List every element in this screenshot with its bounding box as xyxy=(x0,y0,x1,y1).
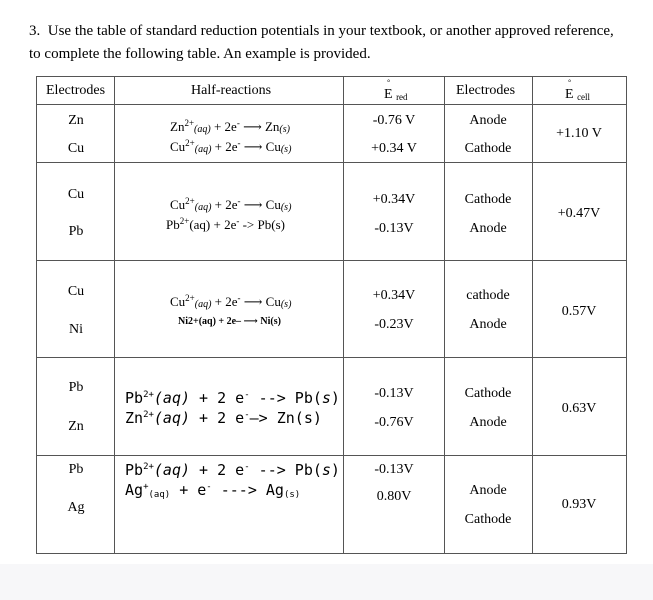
e-red-2: -0.13V xyxy=(374,221,414,236)
e-red-2: -0.76V xyxy=(374,415,414,430)
e-red-1: -0.76 V xyxy=(372,113,416,128)
question-line-1: 3. Use the table of standard reduction potentials in your textbook, or another approved reference, xyxy=(29,23,614,39)
header-electrodes: Electrodes xyxy=(46,83,106,98)
electrode-1: Zn xyxy=(68,113,84,128)
electrode-role-1: Cathode xyxy=(464,192,512,207)
electrode-1: Cu xyxy=(67,187,85,202)
electrode-role-2: Anode xyxy=(469,221,507,236)
question-prompt xyxy=(29,20,639,66)
electrode-2: Cu xyxy=(67,141,85,156)
half-reaction-1: $Zn^{2+}(aq) + 2e^-$ ⟶ Zn(s) xyxy=(170,118,290,135)
half-reaction-1: $Cu^{2+}(aq) + 2e^-$ ⟶ Cu(s) xyxy=(170,293,292,310)
e-red-2: -0.23V xyxy=(374,317,414,332)
header-e-red: ° E $_{red}$ xyxy=(384,78,408,102)
column-divider xyxy=(626,77,627,553)
row-divider xyxy=(37,104,627,105)
row-divider xyxy=(37,260,627,261)
electrode-role-1: cathode xyxy=(466,288,510,303)
half-reaction-1: $Cu^{2+}(aq) + 2e^-$ ⟶ Cu(s) xyxy=(170,196,292,213)
reduction-potential-table xyxy=(36,76,627,554)
header-electrodes-role: Electrodes xyxy=(456,83,516,98)
electrode-role-1: Anode xyxy=(469,483,507,498)
row-divider xyxy=(37,553,627,554)
electrode-1: Pb xyxy=(68,462,84,477)
e-cell-value: 0.57V xyxy=(561,304,597,319)
electrode-1: Cu xyxy=(67,284,85,299)
electrode-role-2: Cathode xyxy=(464,141,512,156)
electrode-1: Pb xyxy=(68,380,84,395)
question-line-2: to complete the following table. An example is provided. xyxy=(29,46,371,62)
electrode-role-2: Anode xyxy=(469,317,507,332)
e-cell-value: +0.47V xyxy=(557,206,601,221)
half-reaction-1: $Pb^{2+}(aq) + 2$ e- --> Pb(s) xyxy=(125,389,340,407)
header-half-reactions: Half-reactions xyxy=(191,83,272,98)
half-reaction-2: $Pb^{2+}(aq) + 2e^- -> Pb(s)$ xyxy=(166,216,285,232)
row-divider xyxy=(37,455,627,456)
row-divider xyxy=(37,357,627,358)
half-reaction-2: $Cu^{2+}(aq) + 2e^-$ ⟶ Cu(s) xyxy=(170,138,292,155)
column-divider xyxy=(114,77,115,553)
electrode-role-1: Anode xyxy=(469,113,507,128)
column-divider xyxy=(444,77,445,553)
row-divider xyxy=(37,162,627,163)
e-red-2: +0.34 V xyxy=(371,141,417,156)
e-red-1: -0.13V xyxy=(374,386,414,401)
electrode-2: Ag xyxy=(67,500,85,515)
electrode-role-2: Cathode xyxy=(464,512,512,527)
electrode-2: Pb xyxy=(68,224,84,239)
e-red-1: -0.13V xyxy=(374,462,414,477)
e-cell-value: 0.63V xyxy=(561,401,597,416)
half-reaction-2: $Zn^{2+}(aq) + 2$ e-—> Zn(s) xyxy=(125,409,322,427)
half-reaction-2: Ag+(aq) + e- ---> Ag(s) xyxy=(125,481,301,500)
e-cell-value: +1.10 V xyxy=(556,126,602,141)
e-red-1: +0.34V xyxy=(372,288,416,303)
column-divider xyxy=(343,77,344,553)
electrode-2: Zn xyxy=(68,419,84,434)
half-reaction-1: $Pb^{2+}(aq) + 2$ e- --> Pb(s) xyxy=(125,461,340,479)
e-red-1: +0.34V xyxy=(372,192,416,207)
half-reaction-2: Ni2+(aq) + 2e– ⟶ Ni(s) xyxy=(178,316,281,327)
electrode-role-1: Cathode xyxy=(464,386,512,401)
column-divider xyxy=(532,77,533,553)
electrode-2: Ni xyxy=(69,322,83,337)
e-cell-value: 0.93V xyxy=(561,497,597,512)
e-red-2: 0.80V xyxy=(376,489,412,504)
electrode-role-2: Anode xyxy=(469,415,507,430)
header-e-cell: ° E $_{cell}$ xyxy=(565,78,591,102)
page-bottom-band xyxy=(0,564,653,600)
